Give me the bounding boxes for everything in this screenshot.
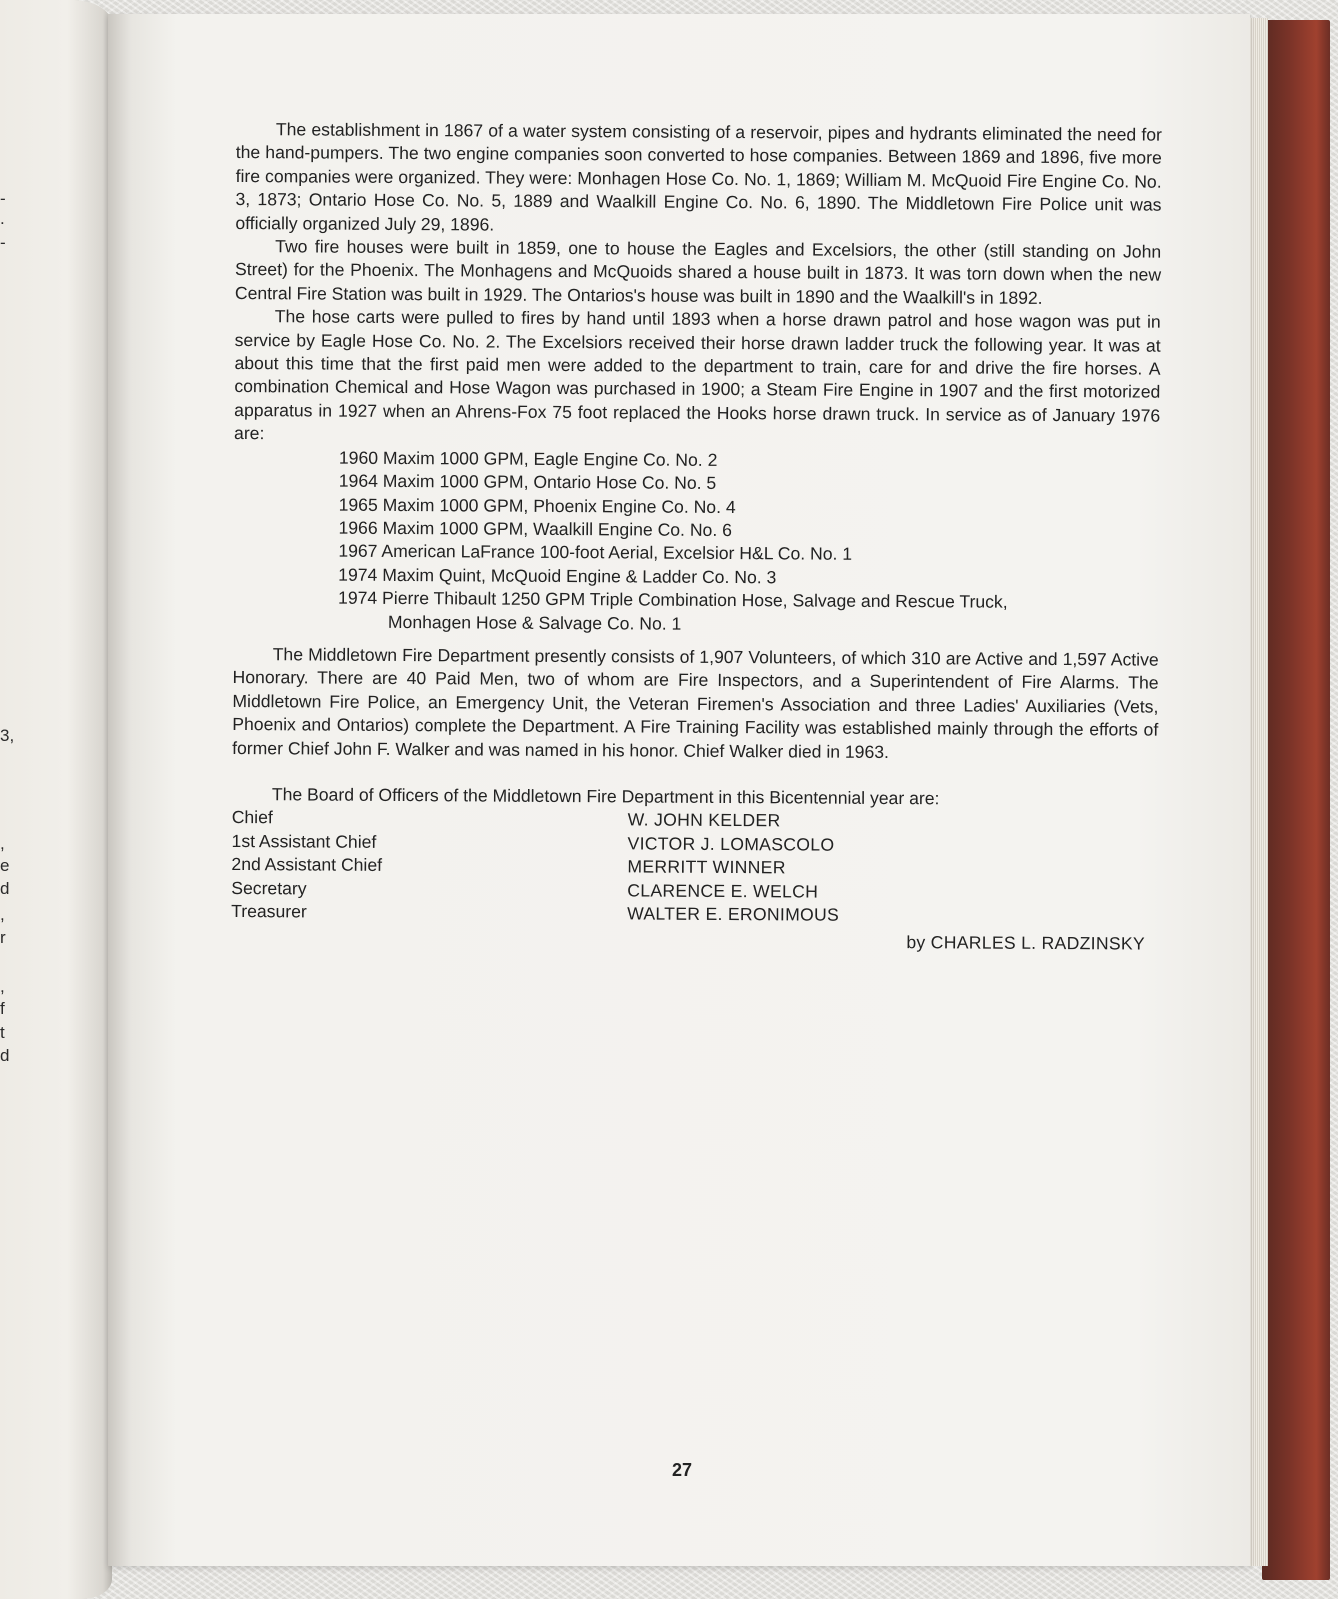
apparatus-item: 1974 Maxim Quint, McQuoid Engine & Ladder Co. No. 3	[338, 564, 777, 588]
apparatus-item: 1960 Maxim 1000 GPM, Eagle Engine Co. No. 2	[338, 447, 718, 470]
apparatus-item-continuation: Monhagen Hose & Salvage Co. No. 1	[387, 611, 682, 634]
facing-page-fragment: d	[0, 1046, 10, 1065]
page-number: 27	[672, 1460, 693, 1480]
facing-page-fragment: d	[0, 879, 10, 898]
officer-title: Treasurer	[231, 900, 307, 922]
facing-page-fragment: ,	[0, 977, 5, 996]
paragraph-water-system: The establishment in 1867 of a water system consisting of a reservoir, pipes and hydrants eliminated the need for the hand-pumpers. The two engine companies soon converted to hose companies. Between 1869 and 1896, five more fire companies were organized. They were: Monhagen Hose Co. No. 1, 1869; William M. McQuoid Fire Engine Co. No. 3, 1873; Ontario Hose Co. No. 5, 1889 and Waalkill Engine Co. No. 6, 1890. The Middletown Fire Police unit was officially organized July 29, 1896.	[235, 119, 1162, 235]
apparatus-item: 1966 Maxim 1000 GPM, Waalkill Engine Co. No. 6	[338, 517, 732, 540]
facing-page-fragment: f	[0, 999, 5, 1018]
facing-page	[0, 0, 112, 1599]
facing-page-fragment: 3,	[0, 726, 15, 745]
facing-page-fragment: t	[0, 1023, 5, 1042]
paragraph-department: The Middletown Fire Department presently consists of 1,907 Volunteers, of which 310 are Active and 1,597 Active Honorary. There are 40 Paid Men, two of whom are Fire Inspectors, and a Superintendent of Fire Alarms. The Middletown Fire Police, an Emergency Unit, the Veteran Firemen's Association and three Ladies' Auxiliaries (Vets, Phoenix and Ontarios) complete the Department. A Fire Training Facility was established mainly through the efforts of former Chief John F. Walker and was named in his honor. Chief Walker died in 1963.	[232, 644, 1159, 762]
facing-page-fragment: -	[0, 233, 6, 252]
page-body	[231, 118, 1162, 956]
facing-page-fragment: e	[0, 856, 10, 875]
facing-page-fragment: .	[0, 209, 5, 228]
officer-title: Chief	[231, 807, 273, 828]
facing-page-fragment: ,	[0, 834, 5, 853]
apparatus-item: 1967 American LaFrance 100-foot Aerial, Excelsior H&L Co. No. 1	[338, 540, 853, 565]
officer-title: 2nd Assistant Chief	[231, 854, 383, 876]
officer-name: W. JOHN KELDER	[627, 809, 781, 831]
book-cover-edge	[1262, 20, 1330, 1580]
facing-page-fragment: ,	[0, 905, 5, 924]
officers-table	[231, 806, 1158, 929]
officer-title: 1st Assistant Chief	[231, 830, 377, 852]
officer-title: Secretary	[231, 877, 307, 899]
paragraph-hose-carts: The hose carts were pulled to fires by hand until 1893 when a horse drawn patrol and hose wagon was put in service by Eagle Hose Co. No. 2. The Excelsiors received their horse drawn ladder truck the following year. It was at about this time that the first paid men were added to the department to train, care for and drive the fire horses. A combination Chemical and Hose Wagon was purchased in 1900; a Steam Fire Engine in 1907 and the first motorized apparatus in 1927 when an Ahrens-Fox 75 foot replaced the Hooks horse drawn truck. In service as of January 1976 are:	[234, 306, 1161, 444]
facing-page-fragment: r	[0, 928, 6, 947]
apparatus-item: 1965 Maxim 1000 GPM, Phoenix Engine Co. No. 4	[338, 494, 736, 517]
officer-name: MERRITT WINNER	[627, 856, 786, 878]
board-intro: The Board of Officers of the Middletown Fire Department in this Bicentennial year are:	[271, 784, 940, 809]
apparatus-list	[338, 446, 1160, 638]
apparatus-item: 1974 Pierre Thibault 1250 GPM Triple Combination Hose, Salvage and Rescue Truck,	[338, 587, 1008, 612]
officer-name: VICTOR J. LOMASCOLO	[627, 833, 835, 855]
officer-name: CLARENCE E. WELCH	[627, 879, 819, 902]
officer-name: WALTER E. ERONIMOUS	[627, 903, 840, 925]
facing-page-fragment: -	[0, 189, 6, 208]
apparatus-item: 1964 Maxim 1000 GPM, Ontario Hose Co. No. 5	[338, 470, 717, 494]
author-byline: by CHARLES L. RADZINSKY	[906, 932, 1146, 954]
paragraph-fire-houses: Two fire houses were built in 1859, one to house the Eagles and Excelsiors, the other (still standing on John Street) for the Phoenix. The Monhagens and McQuoids shared a house built in 1873. It was torn down when the new Central Fire Station was built in 1929. The Ontarios's house was built in 1890 and the Waalkill's in 1892.	[234, 236, 1162, 308]
